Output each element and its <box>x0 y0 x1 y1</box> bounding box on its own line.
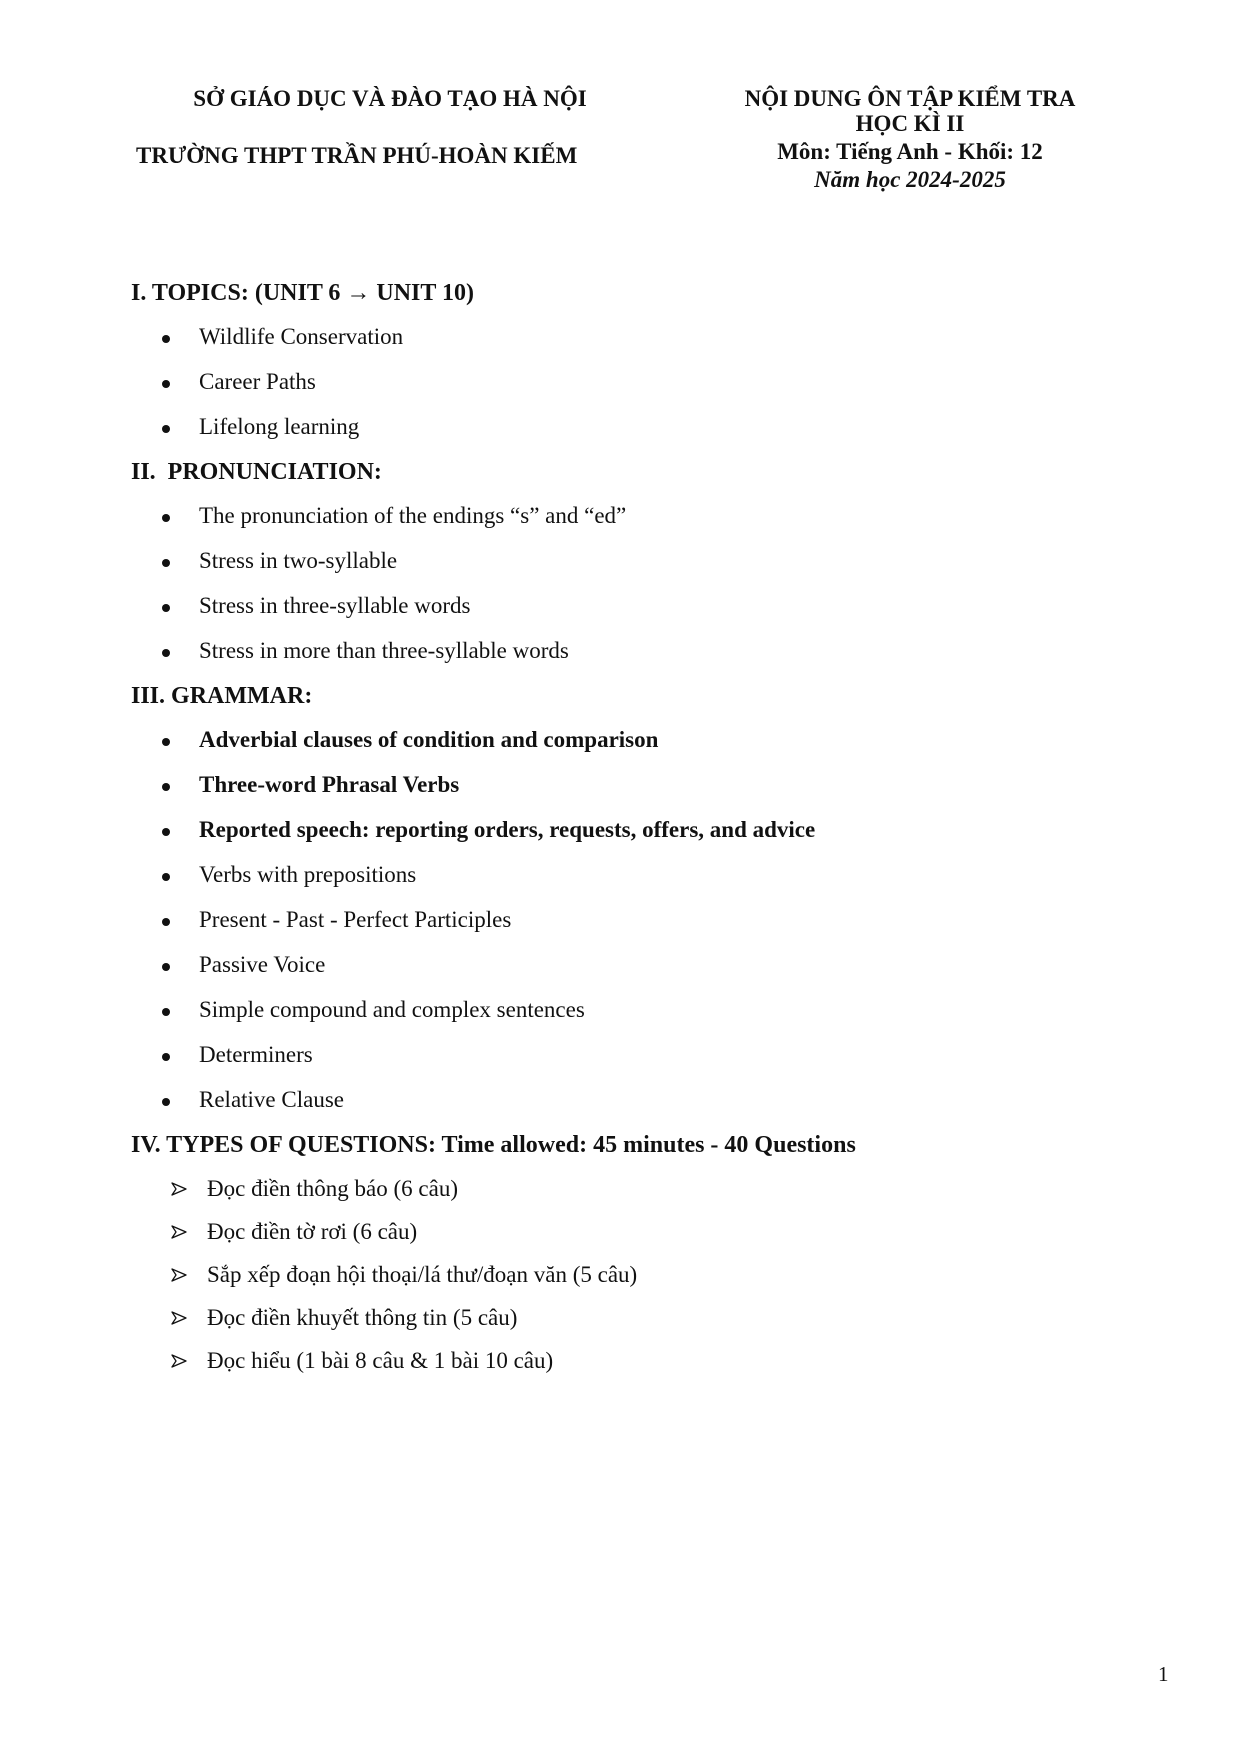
list-item-text: Reported speech: reporting orders, requests, offers, and advice <box>199 817 816 842</box>
page-number: 1 <box>1158 1662 1169 1686</box>
list-item <box>131 501 1141 546</box>
list-item <box>131 367 1141 412</box>
list-item-text: Three-word Phrasal Verbs <box>199 772 460 797</box>
bullet-icon <box>162 335 170 343</box>
list-item <box>131 591 1141 636</box>
list-item-text: Stress in two-syllable <box>199 548 398 573</box>
list-item <box>131 950 1141 995</box>
list-item <box>131 725 1141 770</box>
list-item <box>131 1346 1141 1389</box>
list-item <box>131 1040 1141 1085</box>
list-item <box>131 412 1141 457</box>
bullet-icon <box>162 918 170 926</box>
bullet-icon <box>162 604 170 612</box>
pronunciation-heading: II. PRONUNCIATION: <box>131 459 382 485</box>
bullet-icon <box>162 1098 170 1106</box>
bullet-icon <box>162 1053 170 1061</box>
semester-label: HỌC KÌ II <box>855 111 965 136</box>
list-item <box>131 1303 1141 1346</box>
list-item <box>131 995 1141 1040</box>
list-item <box>131 636 1141 681</box>
list-item <box>131 1174 1141 1217</box>
department-name: SỞ GIÁO DỤC VÀ ĐÀO TẠO HÀ NỘI <box>193 86 587 111</box>
document-heading <box>700 85 1120 194</box>
list-item <box>131 546 1141 591</box>
topics-heading: I. TOPICS: (UNIT 6 → UNIT 10) <box>131 280 474 306</box>
list-item-text: Wildlife Conservation <box>199 324 404 349</box>
bullet-icon <box>162 783 170 791</box>
grammar-heading: III. GRAMMAR: <box>131 683 313 709</box>
subject-grade: Môn: Tiếng Anh - Khối: 12 <box>777 139 1043 164</box>
list-item-text: Present - Past - Perfect Participles <box>199 907 512 932</box>
question-types-list <box>131 1174 1141 1389</box>
arrow-bullet-icon <box>171 1268 187 1282</box>
bullet-icon <box>162 649 170 657</box>
list-item <box>131 1085 1141 1130</box>
arrow-bullet-icon <box>171 1354 187 1368</box>
list-item-text: Đọc điền khuyết thông tin (5 câu) <box>207 1305 518 1330</box>
list-item-text: Passive Voice <box>199 952 326 977</box>
school-name: TRƯỜNG THPT TRẦN PHÚ-HOÀN KIẾM <box>136 143 578 168</box>
list-item-text: Đọc điền tờ rơi (6 câu) <box>207 1219 418 1244</box>
bullet-icon <box>162 873 170 881</box>
list-item <box>131 1260 1141 1303</box>
document-title: NỘI DUNG ÔN TẬP KIỂM TRA <box>744 86 1076 111</box>
pronunciation-list <box>131 501 1141 681</box>
list-item <box>131 905 1141 950</box>
list-item <box>131 322 1141 367</box>
question-types-heading: IV. TYPES OF QUESTIONS: Time allowed: 45 minutes - 40 Questions <box>131 1132 856 1158</box>
list-item-text: Stress in more than three-syllable words <box>199 638 569 663</box>
topics-list <box>131 322 1141 457</box>
list-item-text: Simple compound and complex sentences <box>199 997 585 1022</box>
bullet-icon <box>162 514 170 522</box>
bullet-icon <box>162 559 170 567</box>
list-item-text: Relative Clause <box>199 1087 344 1112</box>
bullet-icon <box>162 963 170 971</box>
list-item-text: Verbs with prepositions <box>199 862 417 887</box>
list-item-text: Career Paths <box>199 369 316 394</box>
list-item <box>131 770 1141 815</box>
list-item-text: Lifelong learning <box>199 414 360 439</box>
list-item-text: Adverbial clauses of condition and comparison <box>199 727 659 752</box>
grammar-list <box>131 725 1141 1130</box>
bullet-icon <box>162 380 170 388</box>
arrow-bullet-icon <box>171 1182 187 1196</box>
list-item-text: Determiners <box>199 1042 313 1067</box>
bullet-icon <box>162 1008 170 1016</box>
list-item <box>131 815 1141 860</box>
list-item-text: Sắp xếp đoạn hội thoại/lá thư/đoạn văn (5 câu) <box>207 1262 638 1287</box>
bullet-icon <box>162 738 170 746</box>
bullet-icon <box>162 828 170 836</box>
school-year: Năm học 2024-2025 <box>814 167 1006 192</box>
list-item-text: Đọc điền thông báo (6 câu) <box>207 1176 459 1201</box>
bullet-icon <box>162 425 170 433</box>
list-item-text: Stress in three-syllable words <box>199 593 471 618</box>
list-item <box>131 860 1141 905</box>
list-item-text: The pronunciation of the endings “s” and “ed” <box>199 503 627 528</box>
arrow-bullet-icon <box>171 1225 187 1239</box>
arrow-bullet-icon <box>171 1311 187 1325</box>
list-item-text: Đọc hiểu (1 bài 8 câu & 1 bài 10 câu) <box>207 1348 554 1373</box>
document-body <box>131 278 1141 1389</box>
list-item <box>131 1217 1141 1260</box>
